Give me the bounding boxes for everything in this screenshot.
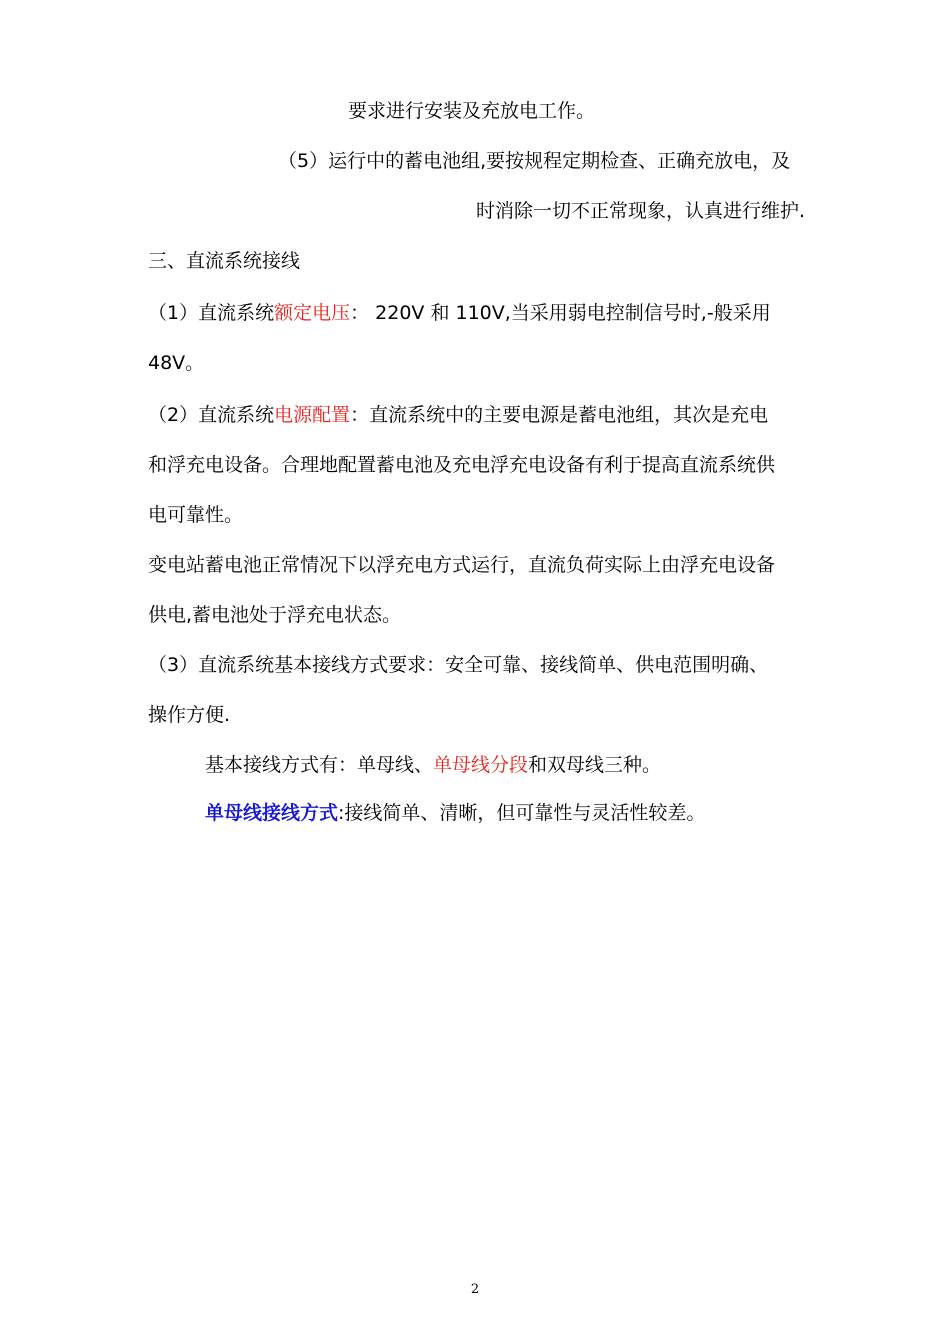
p1-highlight: 额定电压 [274,302,351,324]
p2-prefix: （2）直流系统 [148,404,275,426]
p2-highlight: 电源配置 [274,404,351,426]
paragraph-1 [148,300,771,326]
text-line-1: 要求进行安装及充放电工作。 [348,100,596,122]
paragraph-3-cont: 供电,蓄电池处于浮充电状态。 [148,604,402,626]
text-line-3: 时消除一切不正常现象，认真进行维护. [476,200,806,222]
p1-rest: ： 220V 和 110V,当采用弱电控制信号时,-般采用 [350,302,771,324]
p6-highlight: 单母线接线方式 [205,802,339,824]
p1-prefix: （1）直流系统 [148,302,275,324]
paragraph-1-cont: 48V。 [148,352,205,374]
paragraph-3: 变电站蓄电池正常情况下以浮充电方式运行，直流负荷实际上由浮充电设备 [148,554,776,576]
page-number: 2 [470,1282,480,1297]
paragraph-6 [205,800,705,826]
paragraph-2-cont-1: 和浮充电设备。合理地配置蓄电池及充电浮充电设备有利于提高直流系统供 [148,454,776,476]
paragraph-2 [148,402,768,428]
paragraph-4-cont: 操作方便. [148,704,231,726]
p2-rest: ：直流系统中的主要电源是蓄电池组，其次是充电 [350,404,769,426]
text-line-2: （5）运行中的蓄电池组,要按规程定期检查、正确充放电，及 [278,150,791,172]
paragraph-2-cont-2: 电可靠性。 [148,504,244,526]
paragraph-4: （3）直流系统基本接线方式要求：安全可靠、接线简单、供电范围明确、 [148,654,769,676]
p5-prefix: 基本接线方式有：单母线、 [205,754,434,776]
section-heading: 三、直流系统接线 [148,250,301,272]
p6-rest: :接线简单、清晰，但可靠性与灵活性较差。 [338,802,706,824]
p5-rest: 和双母线三种。 [528,754,662,776]
paragraph-5 [205,752,661,778]
p5-highlight: 单母线分段 [433,754,529,776]
